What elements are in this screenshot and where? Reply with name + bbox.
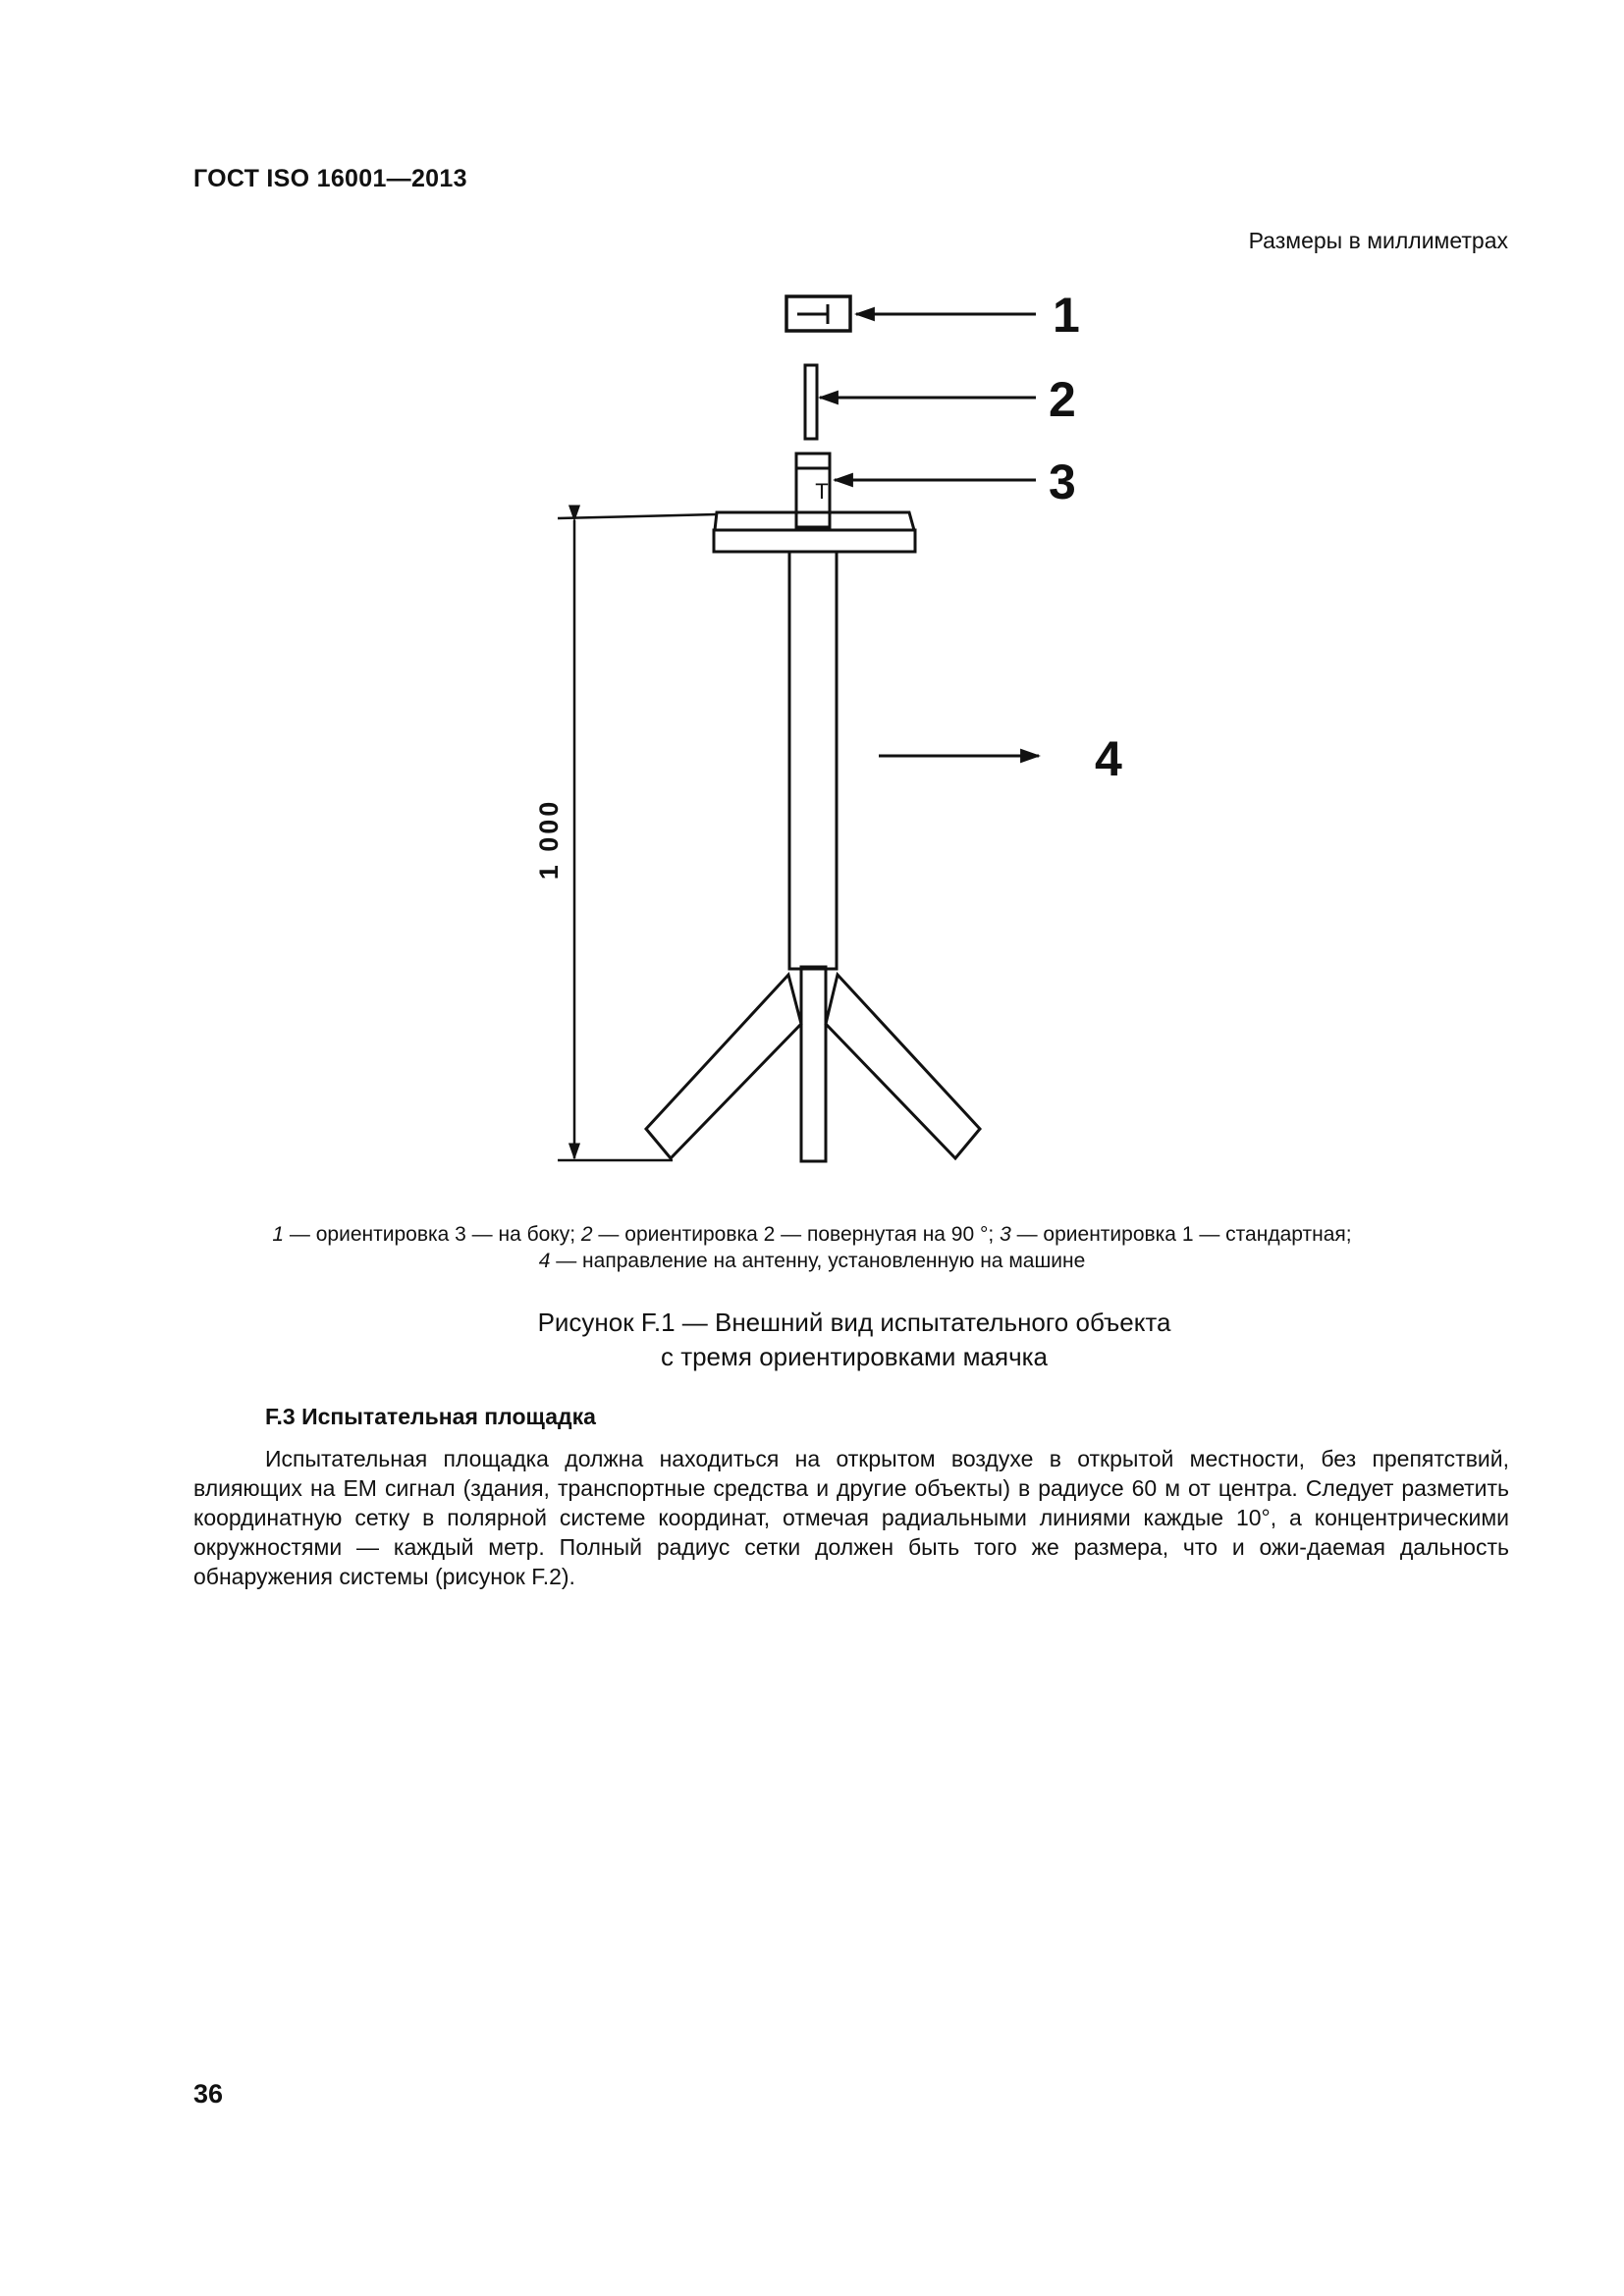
legend-text-4: — направление на антенну, установленную на машине (550, 1250, 1086, 1272)
document-header: ГОСТ ISO 16001—2013 (193, 165, 467, 192)
callout-1: 1 (1053, 288, 1080, 343)
legend-text-3: — ориентировка 1 — стандартная; (1010, 1223, 1352, 1246)
page-number: 36 (193, 2079, 224, 2109)
beacon-orientation-2-icon (805, 365, 817, 439)
stand-pole (789, 552, 837, 969)
callout-3: 3 (1049, 454, 1076, 509)
figure-caption-line-2: с тремя ориентировками маячка (660, 1342, 1049, 1371)
stand-right-leg (826, 975, 980, 1158)
legend-text-1: — ориентировка 3 — на боку; (284, 1223, 581, 1246)
legend-num-3: 3 (1000, 1223, 1011, 1246)
callout-4: 4 (1095, 731, 1122, 786)
units-note: Размеры в миллиметрах (1248, 228, 1508, 253)
legend-num-1: 1 (272, 1223, 285, 1246)
callout-2: 2 (1049, 372, 1076, 427)
dimension-label: 1 000 (534, 798, 564, 881)
legend-num-4: 4 (538, 1250, 551, 1272)
stand-center-leg (801, 967, 826, 1161)
section-paragraph: Испытательная площадка должна находиться на открытом воздухе в открытой местности, без препятствий, влияющих на ЕМ сигнал (здания, транспортные средства и другие объекты) в радиусе 60 м от центра. Следует разметить координатную сетку в полярной системе координат, отмечая радиальными линиями каждые 10°, а концентрическими окружностями — каждый метр. Полный радиус сетки должен быть того же размера, что и ожи-даемая дальность обнаружения системы (рисунок F.2). (193, 1446, 1509, 1589)
stand-left-leg (646, 975, 801, 1158)
legend-text-2: — ориентировка 2 — повернутая на 90 °; (592, 1223, 1001, 1246)
figure-caption-line-1: Рисунок F.1 — Внешний вид испытательного объекта (537, 1308, 1171, 1337)
figure-legend-line-1 (0, 1220, 1624, 1249)
stand-tabletop-base (714, 530, 915, 552)
figure-legend-line-2 (0, 1247, 1624, 1275)
legend-num-2: 2 (580, 1223, 593, 1246)
section-title: F.3 Испытательная площадка (265, 1404, 596, 1429)
dimension-line (558, 514, 717, 1160)
beacon-orientation-3-icon (786, 296, 850, 331)
beacon-mark-label: T (815, 479, 829, 504)
